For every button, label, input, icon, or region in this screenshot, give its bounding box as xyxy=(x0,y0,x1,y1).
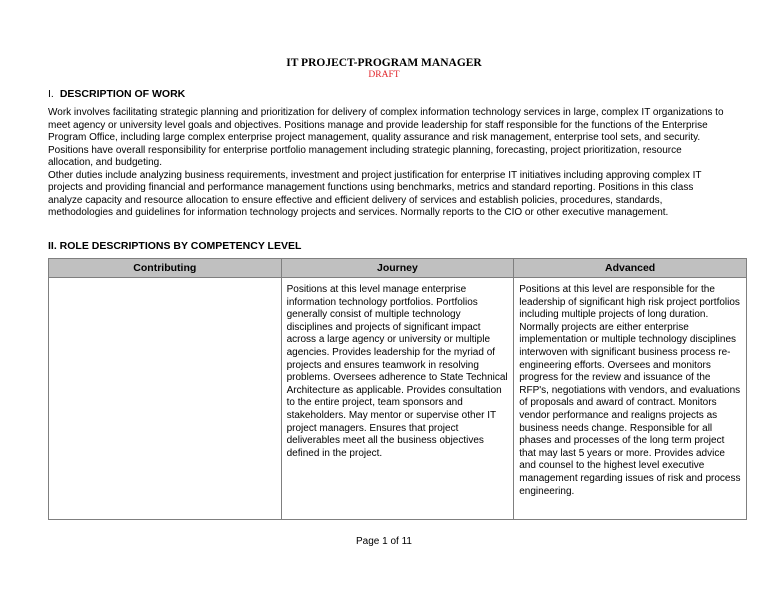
cell-journey: Positions at this level manage enterprise information technology portfolios. Portfolios generally consist of multiple technology disciplines and projects of significant impact across a large agency or university or multiple agencies. Provides leadership for the myriad of projects and ensures teamwork in resolving problems. Oversees adherence to State Technical Architecture as applicable. Provides consultation to the entire project, team sponsors and stakeholders. May mentor or supervise other IT project managers. Ensures that project deliverables meet all the business objectives defined in the project. xyxy=(281,278,514,520)
description-paragraph: Other duties include analyzing business requirements, investment and project justification for enterprise IT initiatives including approving complex IT projects and providing financial and performance management functions using benchmarks, metrics and standard reporting. Positions in this class analyze capacity and resource allocation to ensure effective and efficient delivery of services and establish policies, procedures, standards, methodologies and guidelines for information technology projects and services. Normally reports to the CIO or other executive management. xyxy=(48,169,702,218)
section-heading-roles: II. ROLE DESCRIPTIONS BY COMPETENCY LEVEL xyxy=(48,240,302,252)
draft-label: DRAFT xyxy=(368,70,400,80)
cell-advanced: Positions at this level are responsible for the leadership of significant high risk project portfolios including multiple projects of long duration. Normally projects are either enterprise implementation or multiple technology disciplines interwoven with significant business process re-engineering efforts. Oversees and monitors progress for the review and issuance of the RFP's, negotiations with vendors, and evaluations of proposals and award of contract. Monitors vendor performance and realigns projects as business needs change. Responsible for all phases and processes of the long term project that may last 5 years or more. Provides advice and counsel to the highest level executive management regarding issues of risk and process engineering. xyxy=(514,278,747,520)
table-row xyxy=(49,278,747,520)
roles-table xyxy=(48,258,747,520)
table-header-row xyxy=(49,259,747,278)
description-paragraph: Work involves facilitating strategic planning and prioritization for delivery of complex information technology services in large, complex IT organizations to meet agency or university level goals and objectives. Positions manage and provide leadership for staff responsible for the functions of the Enterprise Program Office, including large complex enterprise project management, quality assurance and risk management, enterprise tool sets, and security. Positions have overall responsibility for enterprise portfolio management including strategic planning, forecasting, project prioritization, resource allocation, and budgeting. xyxy=(48,107,724,168)
column-header-contributing: Contributing xyxy=(49,259,282,278)
cell-contributing xyxy=(49,278,282,520)
section-number: I. xyxy=(48,88,54,100)
section-title: DESCRIPTION OF WORK xyxy=(59,88,186,100)
description-body xyxy=(48,107,728,220)
section-heading-description xyxy=(48,88,185,100)
document-title: IT PROJECT-PROGRAM MANAGER xyxy=(286,57,482,69)
column-header-journey: Journey xyxy=(281,259,514,278)
page-number: Page 1 of 11 xyxy=(356,536,412,547)
column-header-advanced: Advanced xyxy=(514,259,747,278)
